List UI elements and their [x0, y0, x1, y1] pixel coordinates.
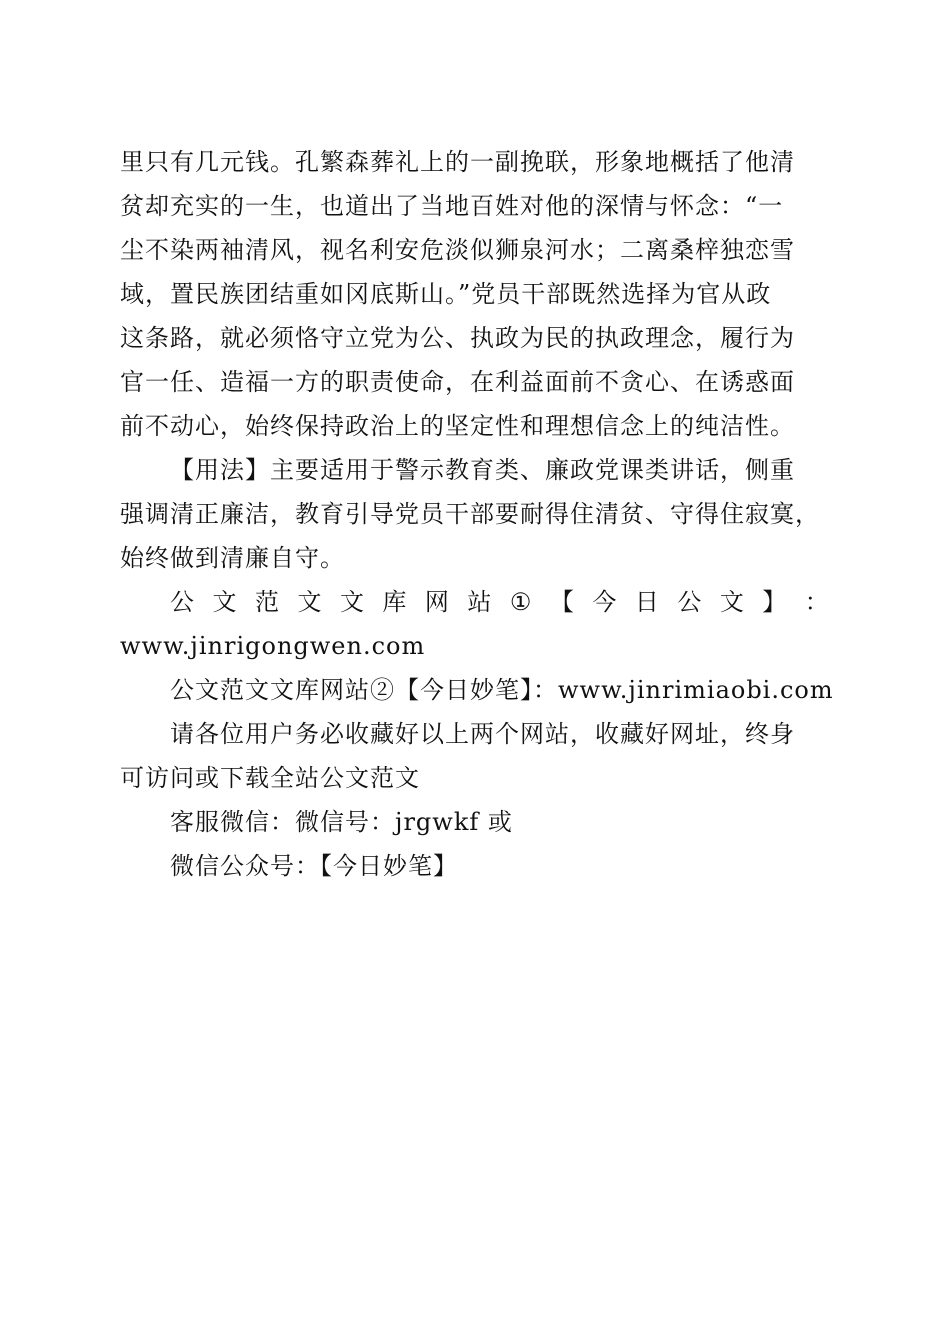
- paragraph-kong-fansen: [120, 140, 830, 448]
- customer-service-wechat: 客服微信：微信号：jrgwkf 或: [170, 808, 513, 836]
- notice-line: 请各位用户务必收藏好以上两个网站，收藏好网址，终身: [170, 720, 795, 748]
- document-body: [120, 140, 834, 888]
- site-1-char: 站: [467, 588, 493, 616]
- site-1-char: 今: [592, 588, 618, 616]
- site-1-char: 文: [297, 588, 323, 616]
- site-1-char: 文: [212, 588, 238, 616]
- usage-paragraph: [120, 448, 830, 580]
- usage-line: 强调清正廉洁，教育引导党员干部要耐得住清贫、守得住寂寞，: [120, 500, 820, 528]
- notice-line: 可访问或下载全站公文范文: [120, 764, 420, 792]
- site-1-block: [120, 580, 830, 668]
- site-1-char: 文: [339, 588, 365, 616]
- site-1-char: ：: [804, 588, 830, 616]
- site-1-char: 公: [170, 588, 195, 616]
- paragraph-line: 官一任、造福一方的职责使命，在利益面前不贪心、在诱惑面: [120, 368, 795, 396]
- bookmark-notice: [120, 712, 830, 800]
- site-1-label: [120, 580, 830, 624]
- site-1-char: 网: [424, 588, 450, 616]
- site-2-line: 公文范文文库网站②【今日妙笔】：www.jinrimiaobi.com: [170, 676, 834, 704]
- site-1-char: 【: [549, 588, 575, 616]
- site-1-char: 范: [254, 588, 280, 616]
- site-1-char: 库: [382, 588, 408, 616]
- paragraph-line: 域，置民族团结重如冈底斯山。”党员干部既然选择为官从政: [120, 280, 772, 308]
- paragraph-line: 里只有几元钱。孔繁森葬礼上的一副挽联，形象地概括了他清: [120, 148, 795, 176]
- site-1-url-link[interactable]: www.jinrigongwen.com: [120, 632, 426, 660]
- paragraph-line: 贫却充实的一生，也道出了当地百姓对他的深情与怀念：“一: [120, 192, 784, 220]
- usage-line: 始终做到清廉自守。: [120, 544, 345, 572]
- paragraph-line: 这条路，就必须恪守立党为公、执政为民的执政理念，履行为: [120, 324, 795, 352]
- paragraph-line: 前不动心，始终保持政治上的坚定性和理想信念上的纯洁性。: [120, 412, 795, 440]
- site-1-char: 】: [762, 588, 788, 616]
- site-1-char: 公: [677, 588, 703, 616]
- paragraph-line: 尘不染两袖清风，视名利安危淡似狮泉河水；二离桑梓独恋雪: [120, 236, 795, 264]
- usage-line: 【用法】主要适用于警示教育类、廉政党课类讲话，侧重: [170, 456, 795, 484]
- site-1-char: 文: [719, 588, 745, 616]
- wechat-public-account: 微信公众号：【今日妙笔】: [170, 852, 458, 880]
- site-1-char: 日: [634, 588, 660, 616]
- site-1-char: ①: [509, 588, 533, 616]
